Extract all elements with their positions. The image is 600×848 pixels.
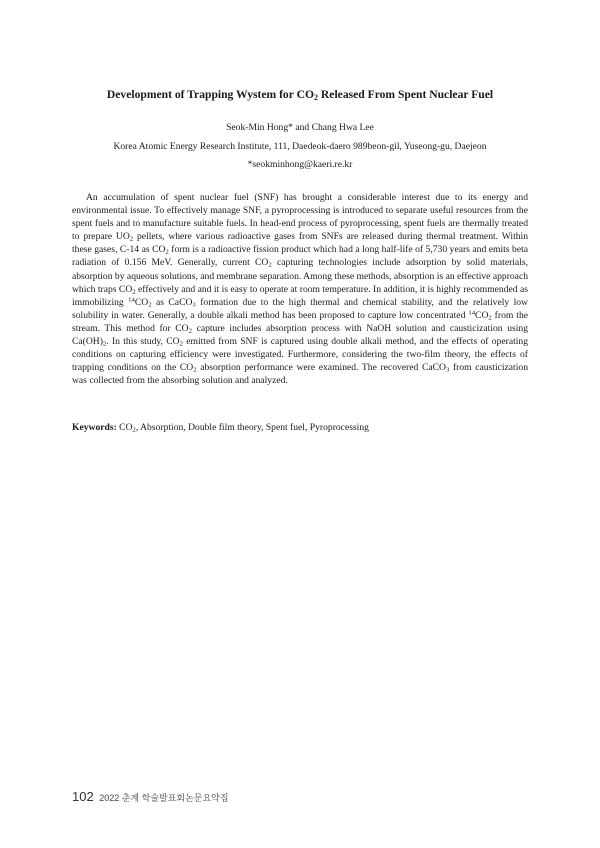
page-footer: [72, 790, 229, 805]
paper-title: [60, 87, 540, 103]
corresponding-email: *seokminhong@kaeri.re.kr: [247, 159, 353, 170]
keywords-label: Keywords:: [72, 422, 117, 433]
author-list: Seok-Min Hong* and Chang Hwa Lee: [226, 122, 374, 133]
title-text: Development of Trapping Wystem for CO: [106, 88, 314, 101]
title-text-end: Released From Spent Nuclear Fuel: [318, 88, 494, 101]
abstract-body: An accumulation of spent nuclear fuel (SNF) has brought a considerable interest due to its energy and environmental issue. To effectively manage SNF, a pyroprocessing is introduced to separate useful resources from the spent fuels and to manufacture suitable fuels. In head-end process of pyroprocessing, spent fuels are thermally treated to prepare $UO_2$ pellets, where various radioactive gases from SNFs are released during thermal treatment. Within these gases, C-14 as $CO_2$ form is a radioactive fission product which had a long half-life of 5,730 years and emits beta radiation of 0.156 MeV. Generally, current $CO_2$ capturing technologies include adsorption by solid materials, absorption by aqueous solutions, and membrane separation. Among these methods, absorption is an effective approach which traps $CO_2$ effectively and and it is easy to operate at room temperature. In addition, it is highly recommended as immobilizing $^{14}CO_2$ as CaCO$_3$ formation due to the high thermal and chemical stability, and the relatively low solubility in water. Generally, a double alkali method has been proposed to capture low concentrated $^{14}CO_2$ from the stream. This method for $CO_2$ capture includes absorption process with NaOH solution and causticization using $Ca(OH)_2$. In this study, $CO_2$ emitted from SNF is captured using double alkali method, and the effects of operating conditions on capturing efficiency were investigated. Furthermore, considering the two-film theory, the effects of trapping conditions on the $CO_2$ absorption performance were examined. The recovered CaCO$_3$ from causticization was collected from the absorbing solution and analyzed.: [72, 192, 528, 387]
keyword-list: , Absorption, Double film theory, Spent fuel, Pyroprocessing: [135, 422, 369, 433]
affiliation: Korea Atomic Energy Research Institute, 111, Daedeok-daero 989beon-gil, Yuseong-gu, Daejeon: [113, 141, 487, 152]
proceedings-name: 2022 춘계 학술발표회논문요약집: [99, 793, 229, 803]
page-number: 102: [72, 789, 94, 804]
title-subscript: 2: [313, 93, 319, 103]
keyword-co2: CO: [116, 422, 133, 433]
keywords-line: Keywords: $CO_2$, Absorption, Double film theory, Spent fuel, Pyroprocessing: [72, 422, 369, 434]
